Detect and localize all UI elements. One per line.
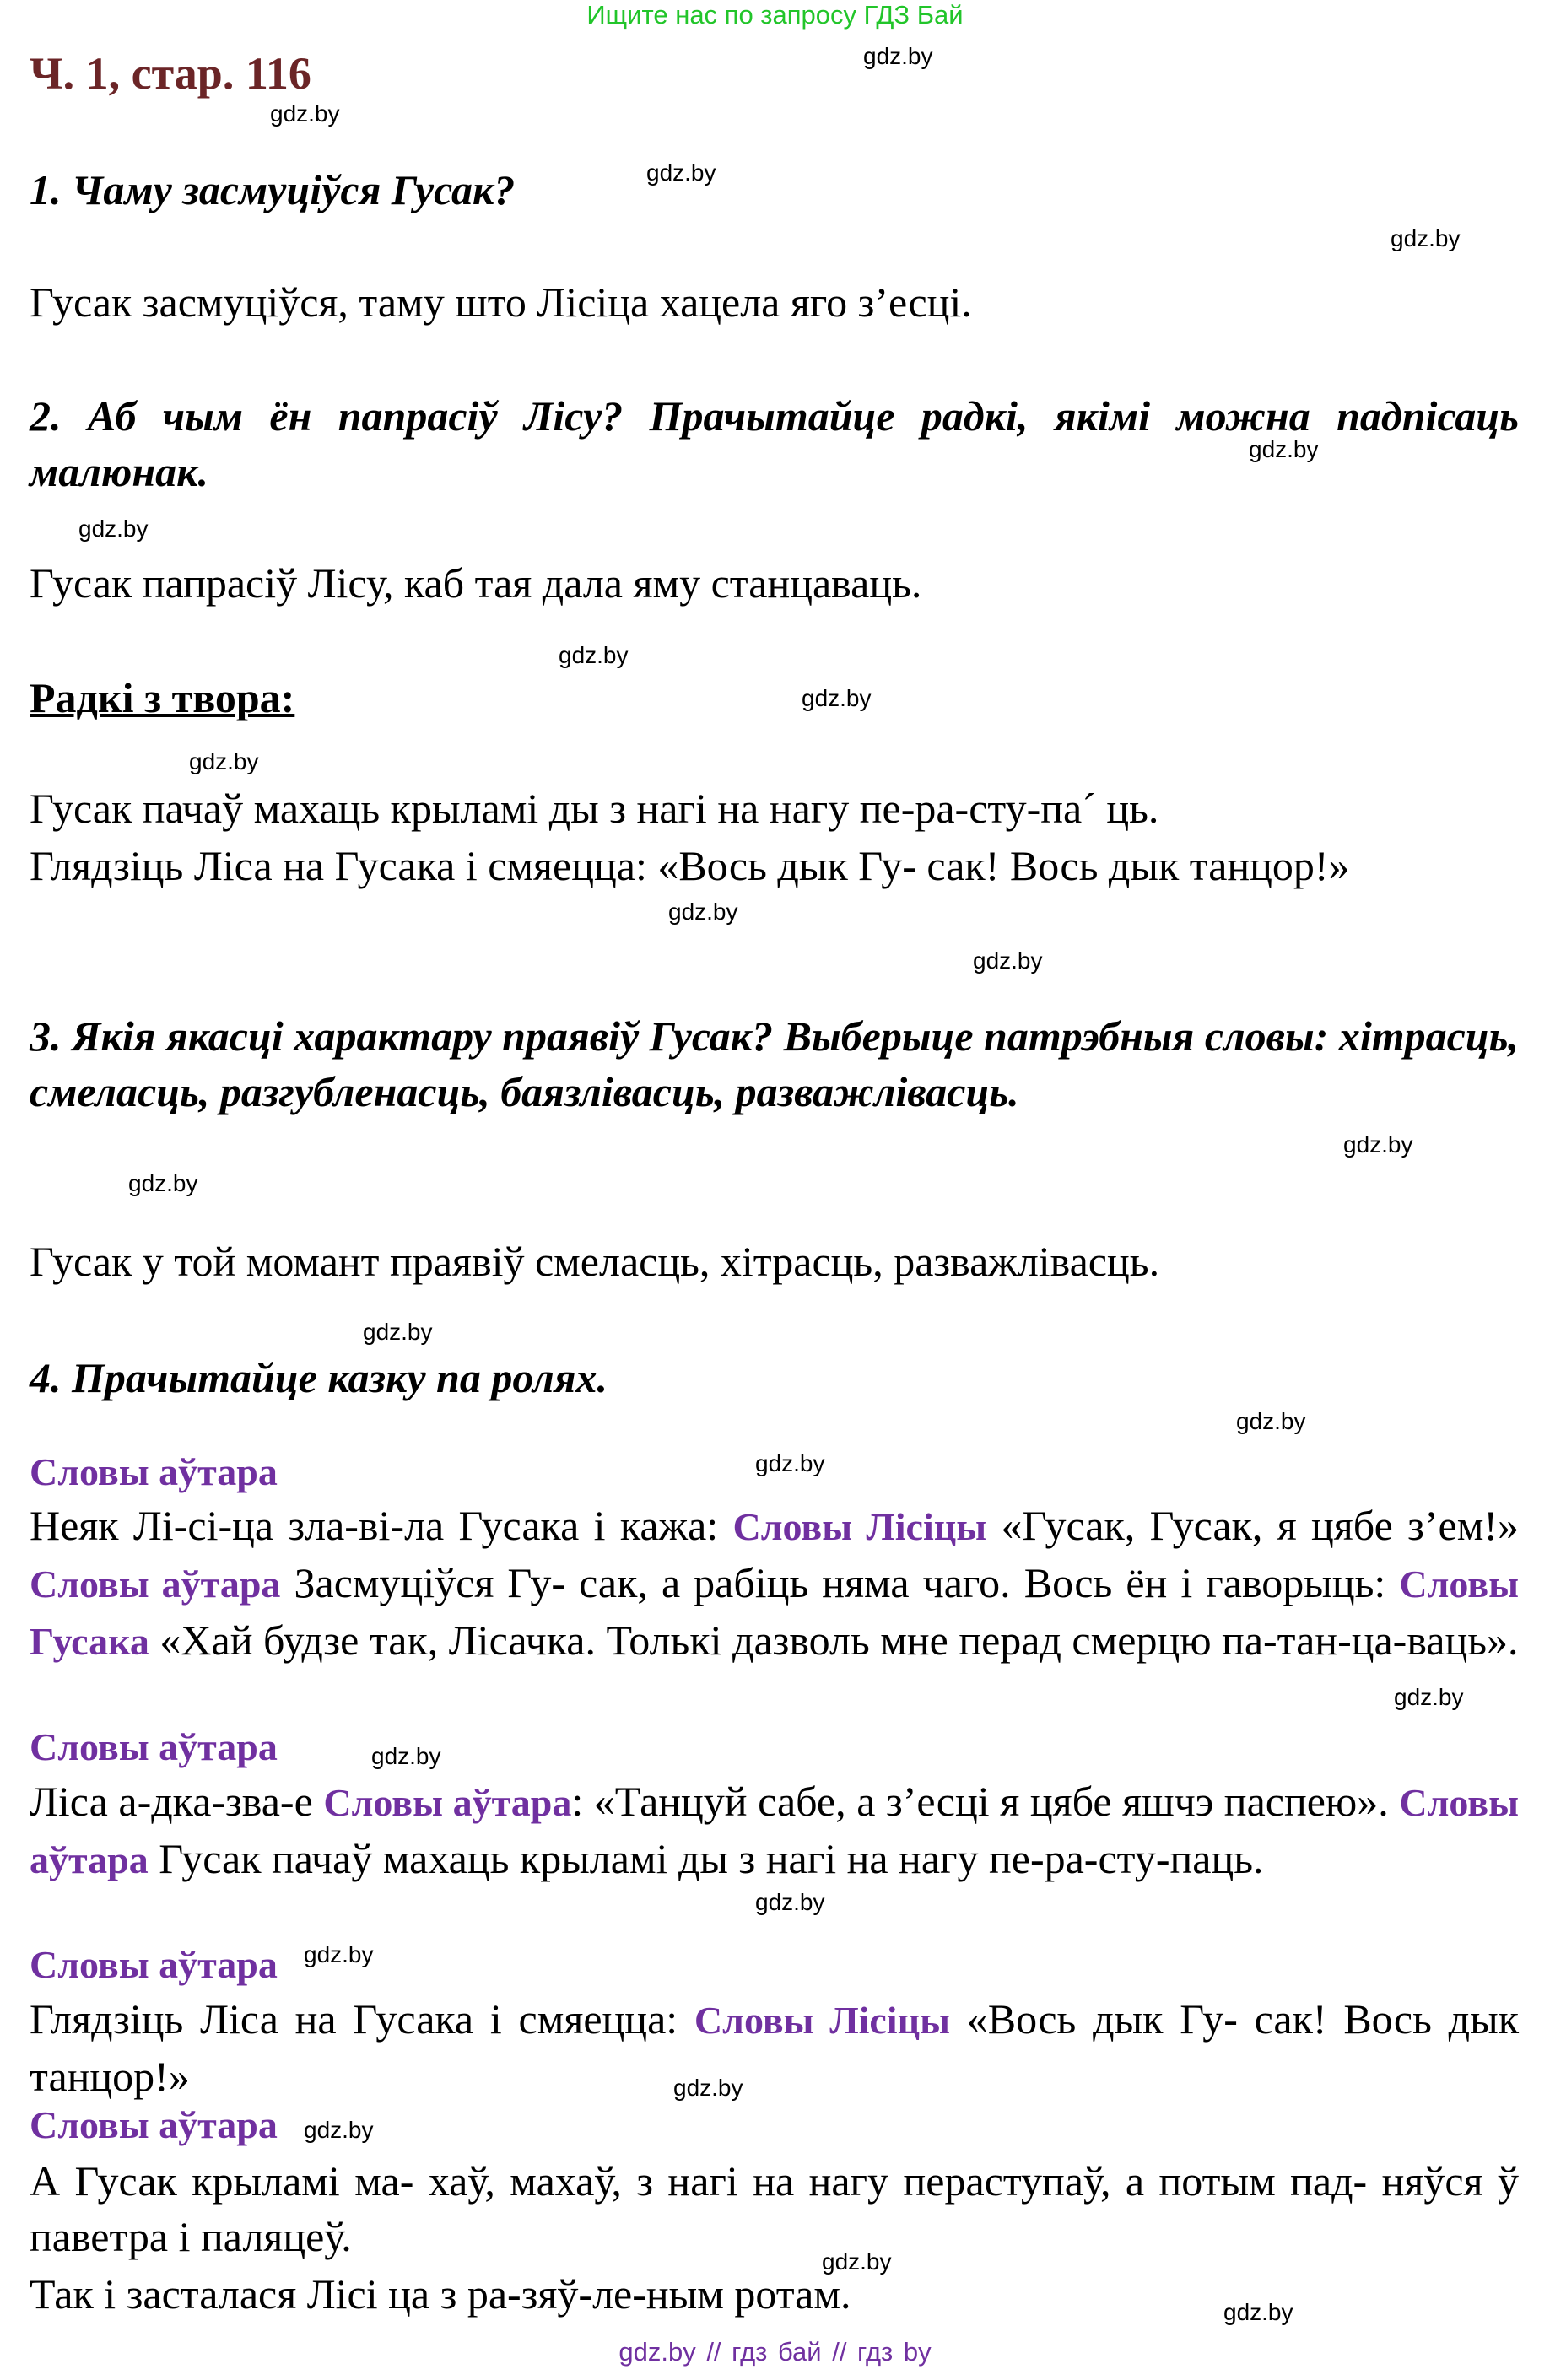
watermark: gdz.by — [1391, 225, 1461, 251]
answer-2: Гусак папрасіў Лісу, каб тая дала яму станцаваць. — [30, 559, 922, 607]
watermark: gdz.by — [802, 685, 872, 711]
watermark: gdz.by — [304, 2117, 374, 2143]
story-text: Глядзіць Ліса на Гусака і смяецца: — [30, 1995, 694, 2043]
watermark: gdz.by — [863, 43, 933, 69]
answer-3: Гусак у той момант праявіў смеласць, хітрасць, разважлівасць. — [30, 1238, 1160, 1285]
role-label-goose: Словы Гусака — [30, 1562, 1519, 1663]
quoted-line-2: Глядзіць Ліса на Гусака і смяецца: «Вось дык Гу- сак! Вось дык танцор!» — [30, 842, 1350, 889]
page-title: Ч. 1, стар. 116 — [30, 48, 311, 99]
story-text: Нeяк Лі-сі-ца зла-ві-ла Гусака і кажа: — [30, 1502, 733, 1549]
watermark: gdz.by — [1236, 1408, 1306, 1434]
story-paragraph-4: А Гусак крыламі ма- хаў, махаў, з нагі на нагу пераступаў, а потым пад- няўся ў паветра і паляцеў. — [30, 2157, 1519, 2260]
watermark: gdz.by — [755, 1889, 825, 1915]
role-label-fox: Словы Лісіцы — [694, 1999, 950, 2042]
story-paragraph-5: Так і засталася Лісі ца з ра-зяў-ле-ным ротам. — [30, 2270, 851, 2318]
story-paragraph-1 — [30, 1498, 1519, 1670]
role-label-author: Словы аўтара — [323, 1781, 572, 1824]
watermark: gdz.by — [189, 748, 259, 774]
question-4: 4. Прачытайце казку па ролях. — [30, 1354, 608, 1401]
story-text: «Хай будзе так, Лісачка. Толькі дазволь мне перад смерцю па-тан-ца-ваць». — [149, 1616, 1519, 1664]
question-1: 1. Чаму засмуціўся Гусак? — [30, 166, 516, 213]
story-text: «Вось дык Гу- сак! Вось дык танцор!» — [30, 1995, 1519, 2100]
story-text: Ліса а-дка-зва-е — [30, 1778, 324, 1825]
quoted-line-1: Гусак пачаў махаць крыламі ды з нагі на нагу пе-ра-сту-па´ ць. — [30, 785, 1159, 832]
watermark: gdz.by — [1343, 1131, 1413, 1158]
role-label-author: Словы аўтара — [30, 1725, 278, 1768]
role-label-author: Словы аўтара — [30, 1781, 1519, 1881]
answer-1: Гусак засмуціўся, таму што Лісіца хацела яго з’есці. — [30, 278, 972, 326]
watermark: gdz.by — [1249, 436, 1319, 462]
watermark: gdz.by — [363, 1319, 433, 1345]
watermark: gdz.by — [668, 899, 738, 925]
watermark: gdz.by — [1394, 1684, 1464, 1710]
watermark: gdz.by — [973, 947, 1043, 974]
watermark: gdz.by — [371, 1743, 441, 1769]
watermark: gdz.by — [673, 2075, 743, 2101]
story-text: Засмуціўся Гу- сак, а рабіць няма чаго. Вось ён і гаворыць: — [280, 1559, 1400, 1606]
story-paragraph-2 — [30, 1773, 1519, 1888]
watermark: gdz.by — [755, 1450, 825, 1476]
watermark: gdz.by — [78, 515, 149, 542]
watermark: gdz.by — [559, 642, 629, 668]
top-banner: Ищите нас по запросу ГДЗ Бай — [586, 0, 964, 30]
watermark: gdz.by — [1223, 2299, 1293, 2325]
role-label-author: Словы аўтара — [30, 2103, 278, 2146]
watermark: gdz.by — [304, 1941, 374, 1967]
footer-links: gdz.by // гдз бай // гдз by — [618, 2337, 932, 2367]
role-label-author: Словы аўтара — [30, 1450, 278, 1493]
role-label-author: Словы аўтара — [30, 1943, 278, 1986]
role-label-fox: Словы Лісіцы — [732, 1505, 987, 1548]
story-text: : «Танцуй сабе, а з’есці я цябе яшчэ паспею». — [571, 1778, 1400, 1825]
story-paragraph-3 — [30, 1991, 1519, 2104]
lines-heading: Радкі з твора: — [30, 674, 295, 721]
question-3: 3. Якія якасці характару праявіў Гусак? Выберыце патрэбныя словы: хітрасць, смеласць, разгубленасць, баязлівасць, разважлівасць. — [30, 1012, 1519, 1115]
role-label-author: Словы аўтара — [30, 1562, 281, 1606]
watermark: gdz.by — [822, 2248, 892, 2275]
story-text: «Гусак, Гусак, я цябе з’ем!» — [986, 1502, 1519, 1549]
story-text: Гусак пачаў махаць крыламі ды з нагі на нагу пе-ра-сту-паць. — [148, 1835, 1264, 1882]
watermark: gdz.by — [128, 1170, 198, 1196]
watermark: gdz.by — [646, 159, 716, 186]
question-2: 2. Аб чым ён папрасіў Лісу? Прачытайце радкі, якімі можна падпісаць малюнак. — [30, 392, 1519, 495]
watermark: gdz.by — [270, 100, 340, 127]
